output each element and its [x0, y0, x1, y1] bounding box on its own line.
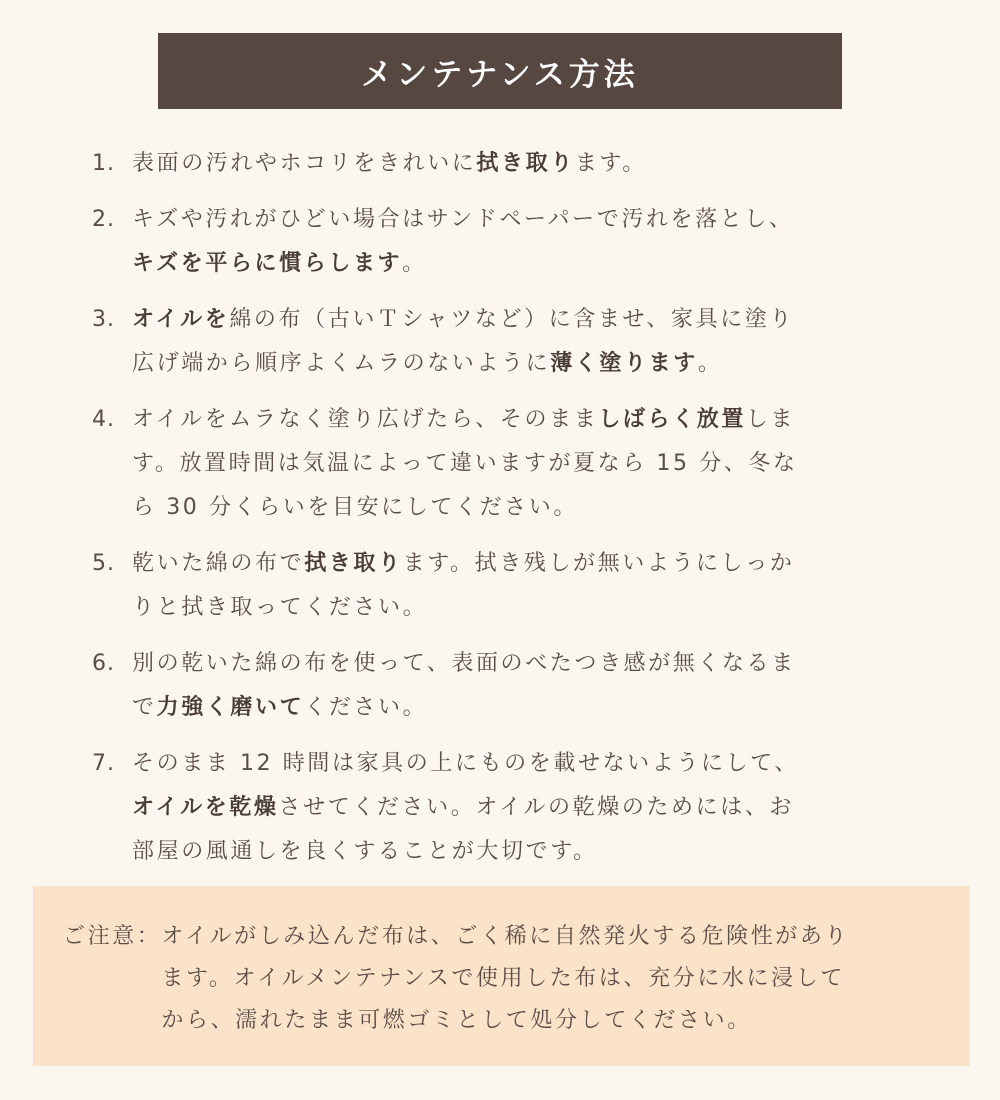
step-emphasis: しばらく放置 [598, 407, 746, 432]
step-text-segment: 。 [697, 351, 723, 376]
caution-label: ご注意： [63, 924, 162, 949]
step-text [132, 298, 912, 386]
step-item [92, 198, 912, 286]
step-text-segment: オイルをムラなく塗り広げたら、そのまま [132, 407, 599, 432]
step-emphasis: オイルを乾燥 [132, 795, 279, 820]
step-text-segment: ます。 [574, 151, 647, 176]
step-emphasis: 薄く塗ります [550, 351, 698, 376]
step-text-segment: 。 [402, 251, 427, 276]
step-item [92, 298, 912, 386]
step-emphasis: キズを平らに慣らします [132, 251, 403, 276]
step-item [92, 642, 912, 730]
step-item [92, 542, 912, 630]
step-text [132, 742, 912, 874]
step-text-segment: ます。拭き残しが無いようにしっか りと拭き取ってください。 [132, 551, 795, 620]
step-text [132, 198, 912, 286]
step-text [132, 642, 912, 730]
step-text-segment: ください。 [304, 695, 428, 720]
step-text-segment: しま す。放置時間は気温によって違いますが夏なら 15 分、冬な ら 30 分くらいを目安にしてください。 [132, 407, 798, 520]
step-text-segment: 表面の汚れやホコリをきれいに [132, 151, 477, 176]
step-text-segment: キズや汚れがひどい場合はサンドペーパーで汚れを落とし、 [132, 207, 794, 232]
caution-text: オイルがしみ込んだ布は、ごく稀に自然発火する危険性があり ます。オイルメンテナンスで使用した布は、充分に水に浸して から、濡れたまま可燃ゴミとして処分してください。 [161, 924, 850, 1033]
step-number: 4. [92, 407, 115, 432]
step-text [132, 398, 912, 530]
step-text-segment: 別の乾いた綿の布を使って、表面のべたつき感が無くなるま で [132, 651, 796, 720]
step-text [132, 142, 912, 186]
step-number: 5. [92, 551, 115, 576]
step-text-segment: 綿の布（古いＴシャツなど）に含ませ、家具に塗り 広げ端から順序よくムラのないように [132, 307, 795, 376]
step-number: 1. [92, 151, 115, 176]
step-item [92, 742, 912, 874]
step-emphasis: 拭き取り [476, 151, 575, 176]
step-emphasis: 力強く磨いて [156, 695, 305, 720]
step-text [132, 542, 912, 630]
step-number: 2. [92, 207, 115, 232]
step-item [92, 398, 912, 530]
title-banner [158, 33, 842, 109]
step-text-segment: 乾いた綿の布で [132, 551, 305, 576]
step-text-segment: そのまま 12 時間は家具の上にものを載せないようにして、 [132, 751, 799, 776]
page-title: メンテナンス方法 [361, 56, 639, 93]
step-number: 3. [92, 307, 115, 332]
caution-box [33, 886, 970, 1066]
maintenance-steps-list [92, 142, 912, 886]
step-text-segment: させてください。オイルの乾燥のためには、お 部屋の風通しを良くすることが大切です。 [132, 795, 795, 864]
step-emphasis: 拭き取り [304, 551, 403, 576]
step-number: 7. [92, 751, 115, 776]
step-item [92, 142, 912, 186]
step-emphasis: オイルを [132, 307, 230, 332]
step-number: 6. [92, 651, 115, 676]
